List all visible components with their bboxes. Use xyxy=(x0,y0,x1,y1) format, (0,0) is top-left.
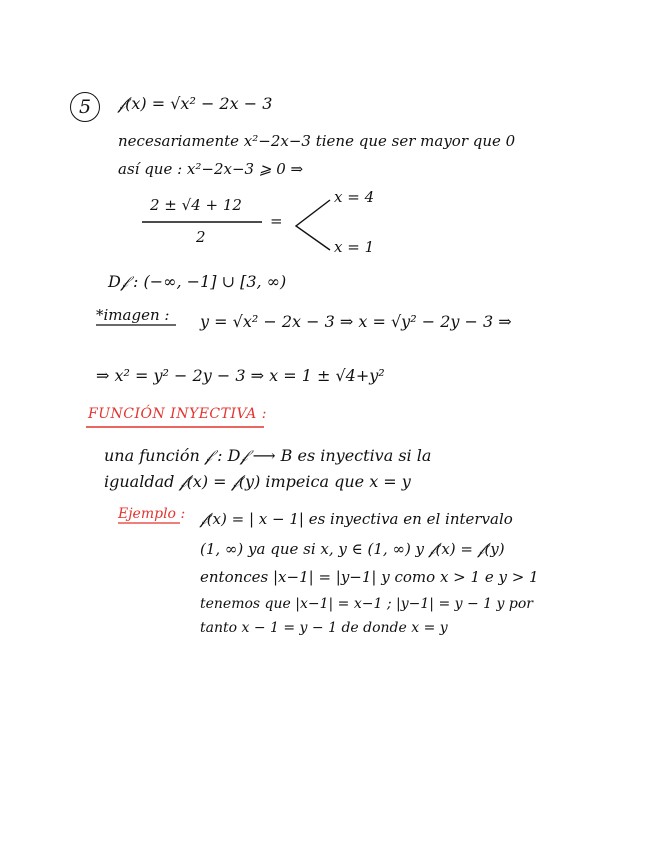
fraction-denominator: 2 xyxy=(196,228,206,246)
function-definition: 𝒻(x) = √x² − 2x − 3 xyxy=(118,94,273,113)
condition-line: necesariamente x²−2x−3 tiene que ser mayor que 0 xyxy=(118,132,516,150)
example-line-4: tenemos que |x−1| = x−1 ; |y−1| = y − 1 y por xyxy=(200,596,533,612)
definition-line-2: igualdad 𝒻(x) = 𝒻(y) impeica que x = y xyxy=(104,472,411,491)
problem-number: 5 xyxy=(70,92,100,122)
root-two: x = 1 xyxy=(334,238,375,256)
domain-line: D𝒻 : (−∞, −1] ∪ [3, ∞) xyxy=(108,272,287,291)
example-label: Ejemplo : xyxy=(118,506,186,522)
example-line-5: tanto x − 1 = y − 1 de donde x = y xyxy=(200,620,448,636)
example-line-2: (1, ∞) ya que si x, y ∈ (1, ∞) y 𝒻(x) = 𝒻(y) xyxy=(200,540,505,558)
root-one: x = 4 xyxy=(334,188,375,206)
example-line-1: 𝒻(x) = | x − 1| es inyectiva en el intervalo xyxy=(200,510,513,528)
example-line-3: entonces |x−1| = |y−1| y como x > 1 e y > 1 xyxy=(200,568,539,586)
fraction-numerator: 2 ± √4 + 12 xyxy=(150,196,242,214)
section-heading: FUNCIÓN INYECTIVA : xyxy=(88,406,267,422)
branch-bracket xyxy=(296,200,330,250)
equals-sign: = xyxy=(270,212,283,230)
definition-line-1: una función 𝒻 : D𝒻 ⟶ B es inyectiva si la xyxy=(104,446,432,465)
imagen-label: *imagen : xyxy=(96,306,170,324)
imagen-expression: y = √x² − 2x − 3 ⇒ x = √y² − 2y − 3 ⇒ xyxy=(200,312,512,331)
imagen-solution: ⇒ x² = y² − 2y − 3 ⇒ x = 1 ± √4+y² xyxy=(96,366,385,385)
inequality-line: así que : x²−2x−3 ⩾ 0 ⇒ xyxy=(118,160,304,178)
